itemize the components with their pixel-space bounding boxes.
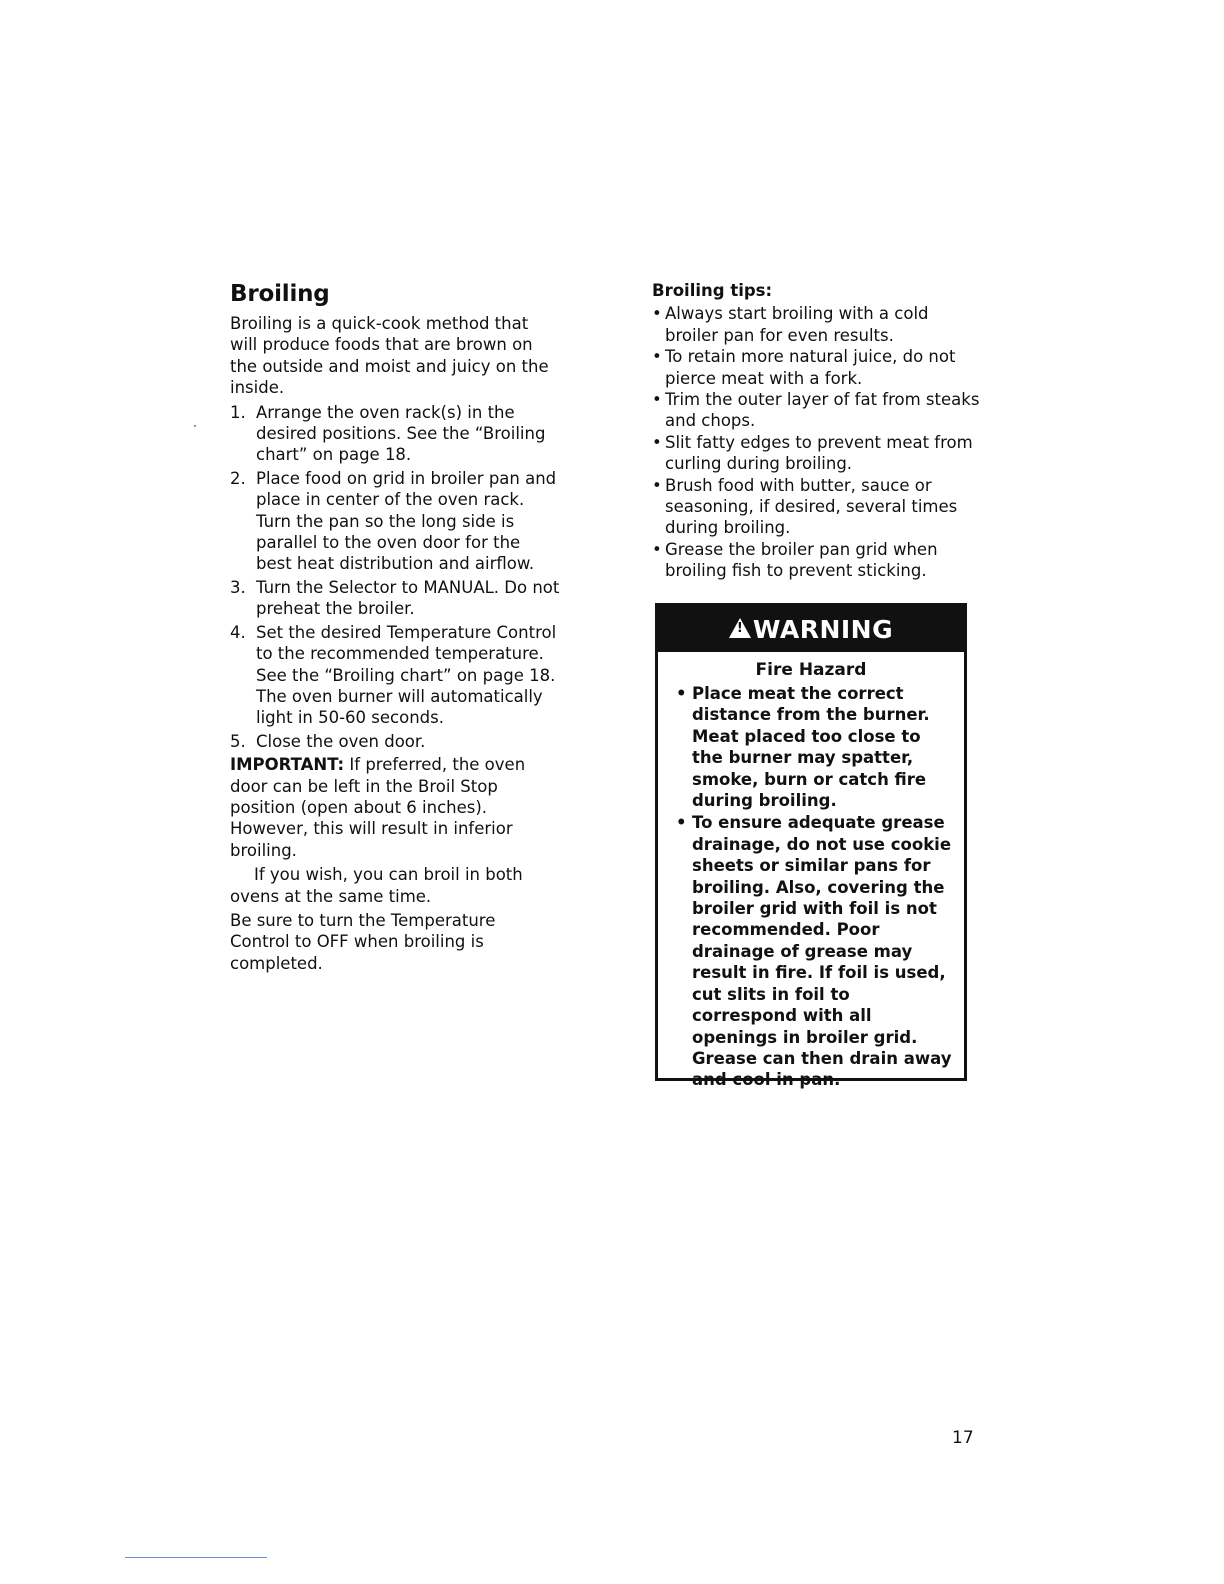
- warning-header: [658, 606, 964, 652]
- step-text: Arrange the oven rack(s) in the desired positions. See the “Broiling chart” on page 18.: [256, 402, 546, 465]
- step-item: [230, 622, 560, 729]
- steps-list: [230, 402, 560, 753]
- bullet-icon: •: [652, 304, 662, 324]
- broiling-tips-section: [652, 280, 982, 582]
- warning-subtitle: Fire Hazard: [755, 660, 867, 680]
- scan-speck: [194, 425, 196, 427]
- warning-title: WARNING: [752, 614, 894, 644]
- tips-list: [652, 303, 982, 581]
- step-number: 5.: [230, 731, 246, 751]
- step-item: [230, 731, 560, 752]
- tip-text: Always start broiling with a cold broiler pan for even results.: [665, 304, 929, 345]
- tip-text: Slit fatty edges to prevent meat from curling during broiling.: [665, 432, 973, 474]
- warning-item: [676, 683, 954, 811]
- step-number: 3.: [230, 577, 246, 597]
- bullet-icon: •: [676, 684, 687, 703]
- warning-text: To ensure adequate grease drainage, do not use cookie sheets or similar pans for broiling. Also, covering the broiler grid with foil is not recommended. Poor drainage of grease may result in fire. If foil is used, cut slits in foil to correspond with all openings in broiler grid. Grease can then drain away and cool in pan.: [692, 813, 952, 1090]
- step-number: 4.: [230, 622, 246, 642]
- page-number: 17: [952, 1428, 974, 1448]
- warning-triangle-icon: [729, 618, 751, 638]
- warning-text: Place meat the correct distance from the burner. Meat placed too close to the burner may spatter, smoke, burn or catch fire during broiling.: [692, 684, 930, 811]
- warning-list: [658, 683, 964, 1091]
- intro-paragraph: Broiling is a quick-cook method that will produce foods that are brown on the outside and moist and juicy on the inside.: [230, 314, 549, 398]
- broiling-section: [230, 280, 560, 977]
- bullet-icon: •: [652, 390, 662, 410]
- important-text: If preferred, the oven door can be left in the Broil Stop position (open about 6 inches). However, this will result in inferior broiling.: [230, 755, 526, 860]
- important-label: IMPORTANT:: [230, 755, 345, 775]
- final-note: Be sure to turn the Temperature Control to OFF when broiling is completed.: [230, 910, 496, 973]
- important-note: [230, 754, 560, 861]
- step-item: [230, 577, 560, 620]
- tip-text: Trim the outer layer of fat from steaks and chops.: [665, 390, 980, 431]
- step-number: 1.: [230, 402, 246, 422]
- tip-text: Brush food with butter, sauce or seasoning, if desired, several times during broiling.: [665, 475, 958, 538]
- tip-item: [652, 346, 982, 389]
- bullet-icon: •: [652, 539, 662, 559]
- step-text: Turn the Selector to MANUAL. Do not preheat the broiler.: [256, 577, 560, 619]
- both-ovens-note: If you wish, you can broil in both ovens at the same time.: [230, 865, 523, 906]
- bullet-icon: •: [652, 347, 662, 367]
- step-text: Set the desired Temperature Control to the recommended temperature. See the “Broiling chart” on page 18. The oven burner will automatically light in 50-60 seconds.: [256, 622, 557, 728]
- step-text: Close the oven door.: [256, 731, 426, 751]
- tip-item: [652, 303, 982, 346]
- tip-text: To retain more natural juice, do not pierce meat with a fork.: [665, 347, 956, 388]
- bullet-icon: •: [652, 475, 662, 495]
- step-number: 2.: [230, 468, 246, 488]
- tip-item: [652, 539, 982, 582]
- bullet-icon: •: [676, 813, 687, 833]
- warning-exclamation: !: [736, 621, 744, 636]
- step-text: Place food on grid in broiler pan and place in center of the oven rack. Turn the pan so the long side is parallel to the oven door for the best heat distribution and airflow.: [256, 468, 557, 574]
- tip-item: [652, 475, 982, 539]
- tip-item: [652, 432, 982, 475]
- step-item: [230, 468, 560, 575]
- step-item: [230, 402, 560, 466]
- section-title: Broiling: [230, 281, 330, 307]
- tip-item: [652, 389, 982, 432]
- warning-box: [655, 603, 967, 1090]
- tips-title: Broiling tips:: [652, 281, 773, 300]
- warning-item: [676, 812, 954, 1090]
- footer-rule: [125, 1557, 267, 1558]
- tip-text: Grease the broiler pan grid when broiling fish to prevent sticking.: [665, 539, 938, 581]
- bullet-icon: •: [652, 432, 662, 452]
